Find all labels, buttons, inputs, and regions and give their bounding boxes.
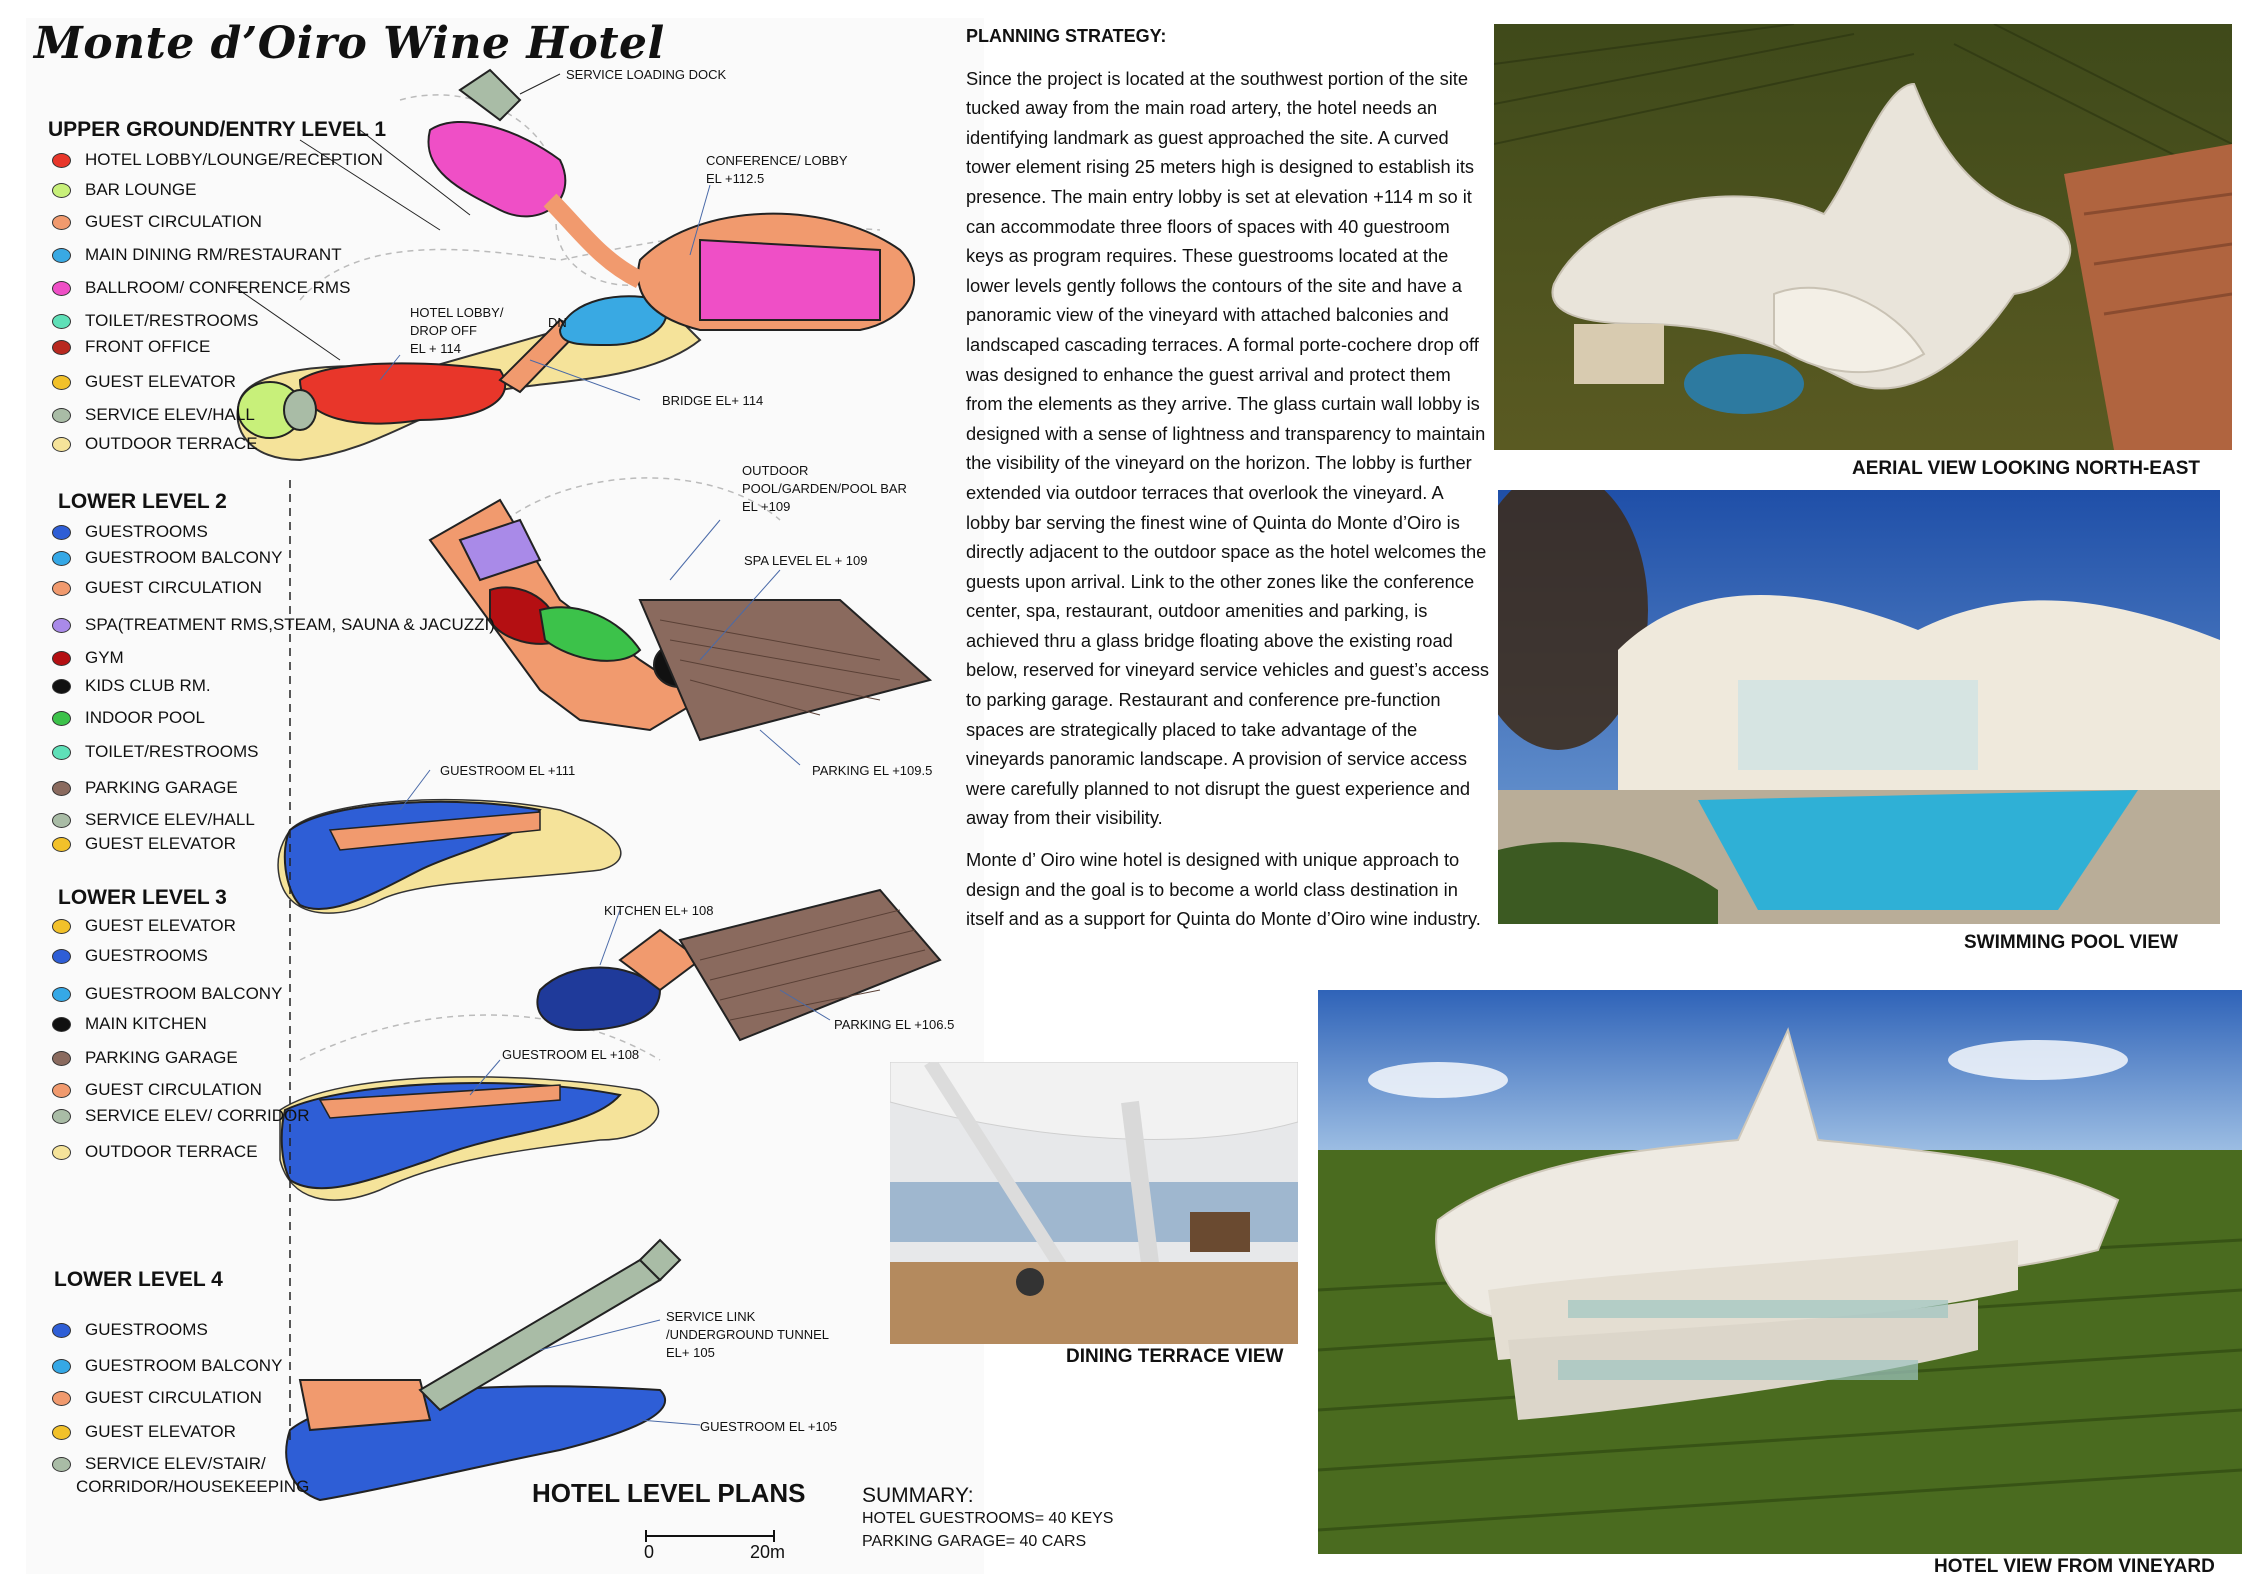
swatch-icon — [52, 314, 71, 329]
swatch-icon — [52, 1457, 71, 1472]
annotation-parking-1: PARKING EL +109.5 — [812, 763, 933, 778]
vineyard-view-image — [1318, 990, 2242, 1554]
legend-item: GUEST CIRCULATION — [52, 1080, 262, 1100]
swatch-icon — [52, 1109, 71, 1124]
legend-item: GUEST CIRCULATION — [52, 212, 262, 232]
legend-item: GUEST ELEVATOR — [52, 916, 236, 936]
legend-item: GUESTROOM BALCONY — [52, 984, 282, 1004]
annotation-guestroom-111: GUESTROOM EL +111 — [440, 763, 576, 778]
plan-level-3-guestrooms — [280, 1077, 659, 1200]
swatch-icon — [52, 813, 71, 828]
swatch-icon — [52, 375, 71, 390]
legend-item: MAIN DINING RM/RESTAURANT — [52, 245, 342, 265]
swatch-icon — [52, 1051, 71, 1066]
caption-vineyard: HOTEL VIEW FROM VINEYARD — [1934, 1556, 2215, 1577]
swatch-icon — [52, 679, 71, 694]
swatch-icon — [52, 781, 71, 796]
legend-item: MAIN KITCHEN — [52, 1014, 207, 1034]
annotation-outdoor: OUTDOOR POOL/GARDEN/POOL BAR EL +109 — [742, 463, 907, 514]
legend-item: GUEST CIRCULATION — [52, 1388, 262, 1408]
annotation-bridge: BRIDGE EL+ 114 — [662, 393, 764, 408]
annotation-guestroom-105: GUESTROOM EL +105 — [700, 1419, 838, 1434]
swatch-icon — [52, 837, 71, 852]
legend-item: INDOOR POOL — [52, 708, 205, 728]
plan-level-3-upper — [278, 800, 621, 914]
strategy-paragraph: Monte d’ Oiro wine hotel is designed with unique approach to design and the goal is to become a world class destination in itself and as a support for Quinta do Monte d’Oiro wine industry. — [966, 849, 1481, 930]
annotation-parking-2: PARKING EL +106.5 — [834, 1017, 955, 1032]
swatch-icon — [52, 1083, 71, 1098]
swatch-icon — [52, 1017, 71, 1032]
swatch-icon — [52, 551, 71, 566]
annotation-dn: DN — [548, 315, 567, 330]
legend-item: GUESTROOM BALCONY — [52, 548, 282, 568]
level-4-heading: LOWER LEVEL 4 — [54, 1268, 223, 1291]
planning-strategy — [966, 22, 1490, 946]
plan-level-4 — [286, 1240, 680, 1500]
swatch-icon — [52, 1323, 71, 1338]
pool-view-image — [1498, 490, 2220, 924]
legend-item: OUTDOOR TERRACE — [52, 1142, 258, 1162]
plans-title: HOTEL LEVEL PLANS — [532, 1478, 806, 1508]
legend-item: GUESTROOMS — [52, 522, 208, 542]
scale-start: 0 — [644, 1542, 655, 1562]
legend-item: GUEST ELEVATOR — [52, 1422, 236, 1442]
swatch-icon — [52, 1359, 71, 1374]
legend-item: SERVICE ELEV/HALL — [52, 405, 255, 425]
swatch-icon — [52, 340, 71, 355]
legend-item: PARKING GARAGE — [52, 778, 238, 798]
legend-item: BAR LOUNGE — [52, 180, 196, 200]
annotation-spa: SPA LEVEL EL + 109 — [744, 553, 868, 568]
legend-item: GYM — [52, 648, 124, 668]
aerial-view-image — [1494, 24, 2232, 450]
level-3-heading: LOWER LEVEL 3 — [58, 886, 227, 909]
summary — [862, 1484, 1113, 1553]
legend-item: OUTDOOR TERRACE — [52, 434, 258, 454]
legend-item: PARKING GARAGE — [52, 1048, 238, 1068]
caption-pool: SWIMMING POOL VIEW — [1964, 932, 2178, 953]
scale-end: 20m — [750, 1542, 786, 1562]
legend-item: GUESTROOMS — [52, 946, 208, 966]
swatch-icon — [52, 281, 71, 296]
legend-item: HOTEL LOBBY/LOUNGE/RECEPTION — [52, 150, 383, 170]
swatch-icon — [52, 408, 71, 423]
swatch-icon — [52, 1145, 71, 1160]
level-1-heading: UPPER GROUND/ENTRY LEVEL 1 — [48, 118, 387, 141]
legend-item: GUESTROOMS — [52, 1320, 208, 1340]
strategy-heading: PLANNING STRATEGY: — [966, 26, 1167, 46]
legend-item: SERVICE ELEV/ CORRIDOR — [52, 1106, 310, 1126]
strategy-paragraph: Since the project is located at the southwest portion of the site tucked away from the main road artery, the hotel needs an identifying landmark as guest approached the site. A curved tower element rising 25 meters high is designed to establish its presence. The main entry lobby is set at elevation +114 m so it can accommodate three floors of spaces with 40 guestroom keys as program requires. These guestrooms located at the lower levels gently follows the contours of the site and have a panoramic view of the vineyard with attached balconies and landscaped cascading terraces. A formal porte-cochere drop off was designed to enhance the guest arrival and protect them from the elements as they arrive. The glass curtain wall lobby is designed with a sense of lightness and transparency to maintain the visibility of the vineyard on the horizon. The lobby is further extended via outdoor terraces that overlook the vineyard. A lobby bar serving the finest wine of Quinta do Monte d’Oiro is directly adjacent to the outdoor space as the hotel welcomes the guests upon arrival. Link to the other zones like the conference center, spa, restaurant, outdoor amenities and parking, is achieved thru a glass bridge floating above the existing road below, reserved for vineyard service vehicles and guest’s access to parking garage. Restaurant and conference pre-function spaces are strategically placed to take advantage of the vineyards panoramic landscape. A provision of service access were carefully planned to not disrupt the guest experience and away from their visibility. — [966, 67, 1489, 829]
vineyard-view-graphic — [1318, 990, 2242, 1554]
swatch-icon — [52, 618, 71, 633]
swatch-icon — [52, 1391, 71, 1406]
legend-item: TOILET/RESTROOMS — [52, 742, 259, 762]
annotation-guestroom-108: GUESTROOM EL +108 — [502, 1047, 640, 1062]
swatch-icon — [52, 525, 71, 540]
annotation-dropoff: HOTEL LOBBY/ DROP OFF EL + 114 — [410, 305, 504, 356]
swatch-icon — [52, 711, 71, 726]
legend-item: GUEST ELEVATOR — [52, 834, 236, 854]
annotation-service-link: SERVICE LINK /UNDERGROUND TUNNEL EL+ 105 — [666, 1309, 829, 1360]
caption-dining: DINING TERRACE VIEW — [1066, 1346, 1284, 1367]
legend-item: FRONT OFFICE — [52, 337, 210, 357]
summary-title: SUMMARY: — [862, 1484, 974, 1507]
legend-item: SERVICE ELEV/HALL — [52, 810, 255, 830]
swatch-icon — [52, 651, 71, 666]
swatch-icon — [52, 745, 71, 760]
annotation-kitchen: KITCHEN EL+ 108 — [604, 903, 714, 918]
swatch-icon — [52, 437, 71, 452]
swatch-icon — [52, 581, 71, 596]
swatch-icon — [52, 153, 71, 168]
annotation-conference: CONFERENCE/ LOBBY EL +112.5 — [706, 153, 848, 186]
legend-item: SPA(TREATMENT RMS,STEAM, SAUNA & JACUZZI) — [52, 615, 495, 635]
legend-item: TOILET/RESTROOMS — [52, 311, 259, 331]
swatch-icon — [52, 987, 71, 1002]
swatch-icon — [52, 949, 71, 964]
legend-item: GUESTROOM BALCONY — [52, 1356, 282, 1376]
board-title: Monte d’Oiro Wine Hotel — [34, 18, 665, 69]
swatch-icon — [52, 183, 71, 198]
dining-terrace-graphic — [890, 1062, 1298, 1344]
legend-item: GUEST ELEVATOR — [52, 372, 236, 392]
pool-view-graphic — [1498, 490, 2220, 924]
annotation-service-dock: SERVICE LOADING DOCK — [566, 67, 727, 82]
scale-bar — [642, 1530, 786, 1562]
swatch-icon — [52, 215, 71, 230]
aerial-view-graphic — [1494, 24, 2232, 450]
swatch-icon — [52, 248, 71, 263]
legend-item-continued: CORRIDOR/HOUSEKEEPING — [76, 1477, 310, 1496]
swatch-icon — [52, 1425, 71, 1440]
legend-item: KIDS CLUB RM. — [52, 676, 211, 696]
legend-item: SERVICE ELEV/STAIR/ — [52, 1454, 266, 1474]
legend-item: GUEST CIRCULATION — [52, 578, 262, 598]
legend-item: BALLROOM/ CONFERENCE RMS — [52, 278, 350, 298]
swatch-icon — [52, 919, 71, 934]
caption-aerial: AERIAL VIEW LOOKING NORTH-EAST — [1852, 458, 2200, 479]
dining-terrace-image — [890, 1062, 1298, 1344]
summary-line: PARKING GARAGE= 40 CARS — [862, 1533, 1087, 1550]
summary-line: HOTEL GUESTROOMS= 40 KEYS — [862, 1510, 1114, 1527]
level-2-heading: LOWER LEVEL 2 — [58, 490, 227, 513]
